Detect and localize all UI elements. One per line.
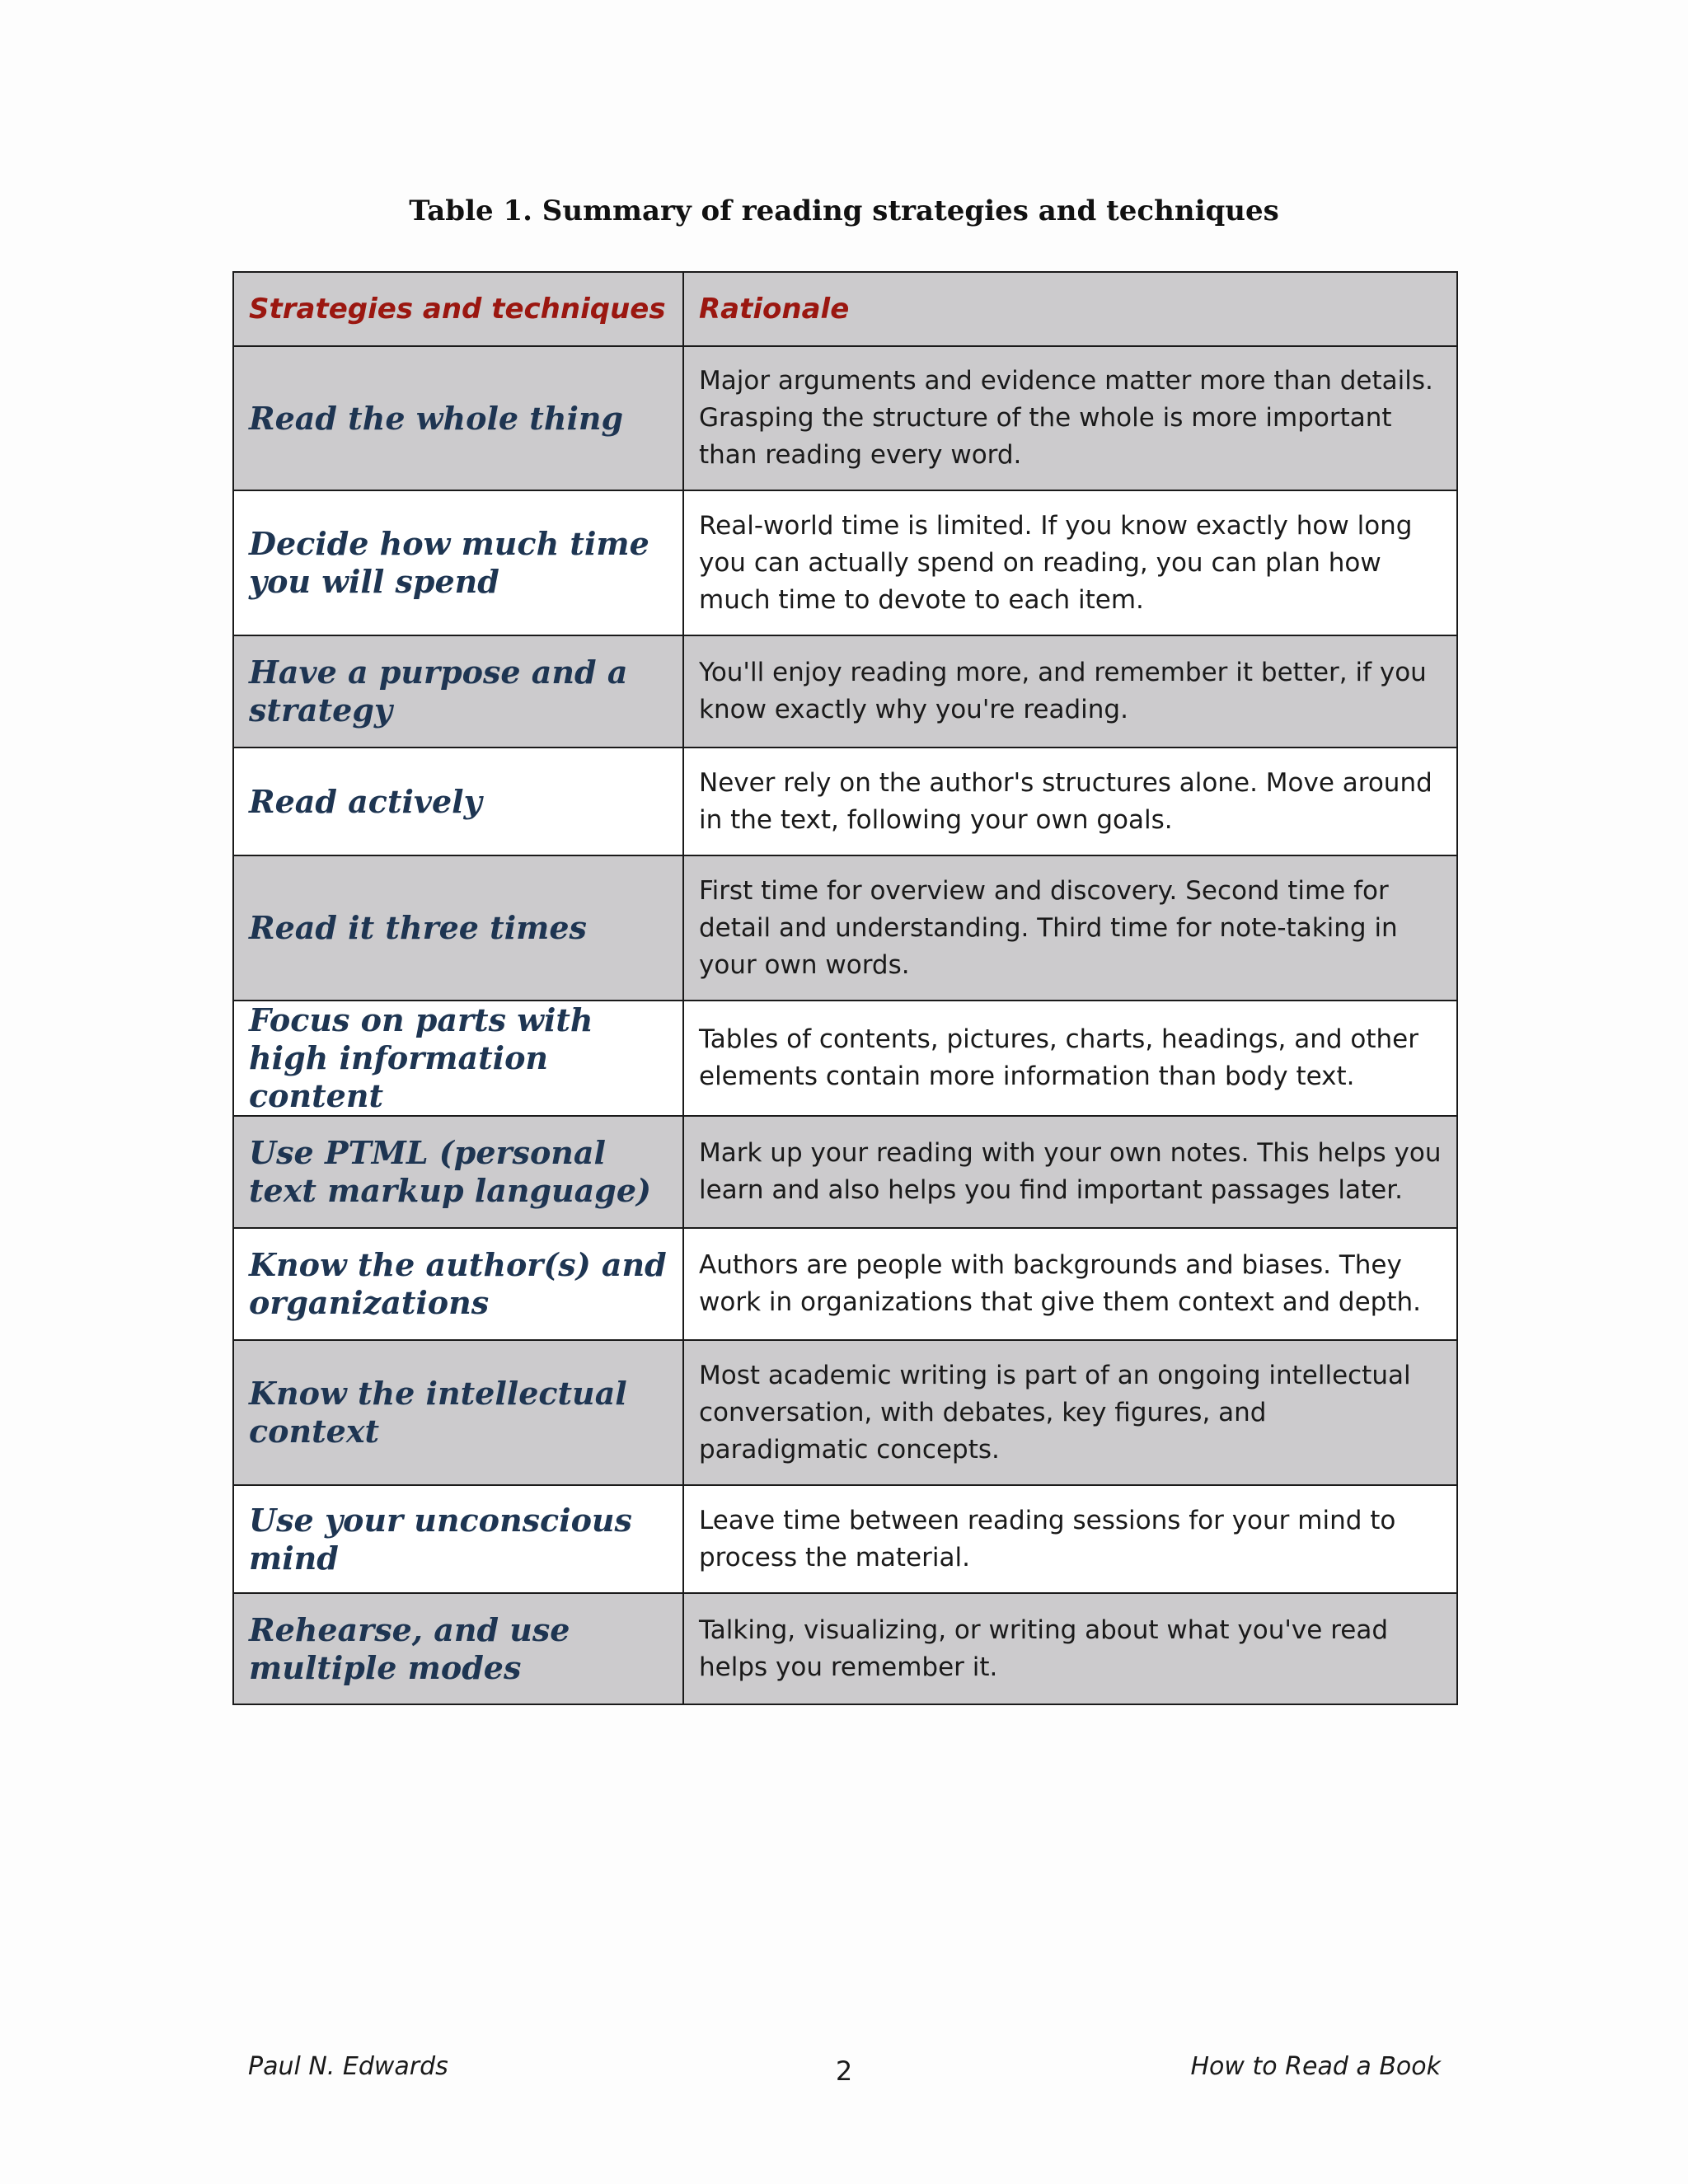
strategy-cell: Read it three times <box>233 855 683 1001</box>
strategy-cell: Have a purpose and a strategy <box>233 635 683 748</box>
rationale-cell: First time for overview and discovery. Second time for detail and understanding. Third time for note-taking in your own words. <box>683 855 1457 1001</box>
rationale-cell: You'll enjoy reading more, and remember it better, if you know exactly why you're reading. <box>683 635 1457 748</box>
rationale-cell: Talking, visualizing, or writing about what you've read helps you remember it. <box>683 1593 1457 1704</box>
rationale-cell: Most academic writing is part of an ongoing intellectual conversation, with debates, key figures, and paradigmatic concepts. <box>683 1340 1457 1485</box>
table-row <box>233 346 1457 490</box>
strategies-table <box>232 271 1458 1705</box>
table-row <box>233 635 1457 748</box>
rationale-cell: Authors are people with backgrounds and biases. They work in organizations that give them context and depth. <box>683 1228 1457 1340</box>
footer-author: Paul N. Edwards <box>248 2052 448 2081</box>
strategy-cell: Use PTML (personal text markup language) <box>233 1116 683 1228</box>
table-row <box>233 1228 1457 1340</box>
table-header-row <box>233 272 1457 346</box>
table-row <box>233 490 1457 635</box>
table-row <box>233 1485 1457 1593</box>
rationale-cell: Major arguments and evidence matter more than details. Grasping the structure of the whole is more important than reading every word. <box>683 346 1457 490</box>
table-row <box>233 748 1457 855</box>
table-caption: Table 1. Summary of reading strategies and techniques <box>409 194 1279 227</box>
strategy-cell: Know the author(s) and organizations <box>233 1228 683 1340</box>
strategy-cell: Know the intellectual context <box>233 1340 683 1485</box>
strategy-cell: Use your unconscious mind <box>233 1485 683 1593</box>
rationale-cell: Never rely on the author's structures alone. Move around in the text, following your own goals. <box>683 748 1457 855</box>
strategy-cell: Read the whole thing <box>233 346 683 490</box>
header-rationale: Rationale <box>683 272 1457 346</box>
strategy-cell: Decide how much time you will spend <box>233 490 683 635</box>
rationale-cell: Leave time between reading sessions for your mind to process the material. <box>683 1485 1457 1593</box>
table-row <box>233 1593 1457 1704</box>
strategy-cell: Read actively <box>233 748 683 855</box>
footer-book-title: How to Read a Book <box>1190 2052 1441 2081</box>
rationale-cell: Real-world time is limited. If you know exactly how long you can actually spend on reading, you can plan how much time to devote to each item. <box>683 490 1457 635</box>
rationale-cell: Tables of contents, pictures, charts, headings, and other elements contain more information than body text. <box>683 1001 1457 1116</box>
rationale-cell: Mark up your reading with your own notes. This helps you learn and also helps you find important passages later. <box>683 1116 1457 1228</box>
header-strategies: Strategies and techniques <box>233 272 683 346</box>
strategy-cell: Rehearse, and use multiple modes <box>233 1593 683 1704</box>
table-row <box>233 1001 1457 1116</box>
page-number: 2 <box>835 2055 853 2087</box>
table-row <box>233 1340 1457 1485</box>
strategy-cell: Focus on parts with high information content <box>233 1001 683 1116</box>
table-row <box>233 855 1457 1001</box>
table-row <box>233 1116 1457 1228</box>
